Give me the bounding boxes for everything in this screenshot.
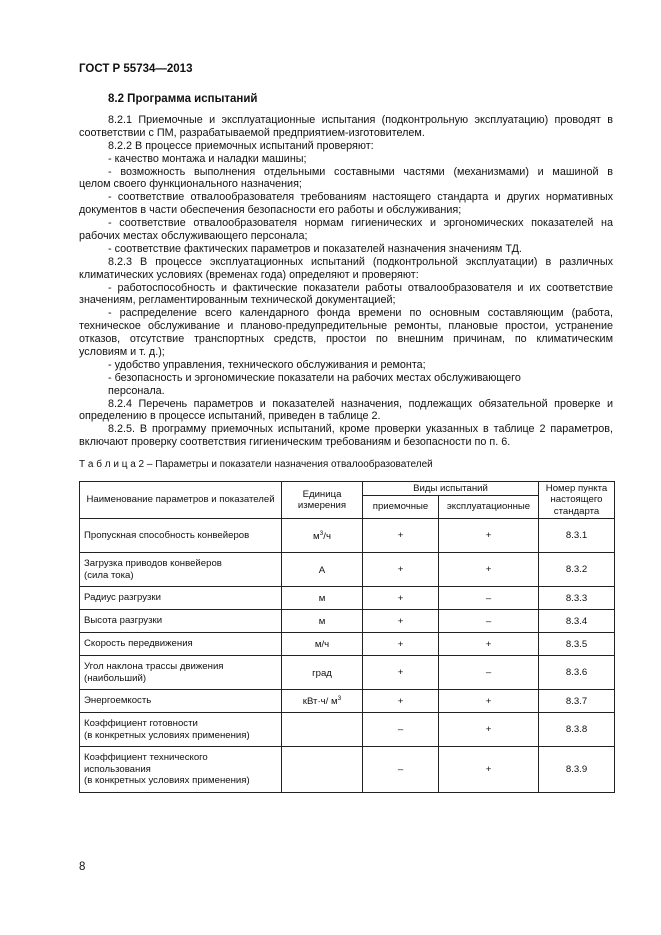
header-clause-number: Номер пункта настоящего стандарта (539, 482, 615, 519)
cell-operational-mark: – (439, 656, 539, 690)
cell-parameter-name: Пропускная способность конвейеров (80, 519, 282, 553)
cell-clause-number: 8.3.7 (539, 690, 615, 713)
body-text-line: - качество монтажа и наладки машины; (108, 152, 307, 165)
cell-operational-mark: + (439, 519, 539, 553)
cell-parameter-name: Коэффициент готовности (в конкретных условиях применения) (80, 713, 282, 747)
document-standard-header: ГОСТ Р 55734—2013 (79, 63, 193, 75)
header-acceptance: приемочные (363, 496, 439, 519)
cell-operational-mark: + (439, 713, 539, 747)
table-body (80, 519, 615, 793)
cell-acceptance-mark: + (363, 690, 439, 713)
cell-operational-mark: – (439, 610, 539, 633)
table-row (80, 633, 615, 656)
body-text-line: 8.2.3 В процессе эксплуатационных испытаний (подконтрольной эксплуатации) в различных (108, 255, 613, 268)
cell-unit (282, 610, 363, 633)
body-text-line: включают проверку соответствия гигиеническим требованиям и безопасности по п. 6. (79, 436, 511, 449)
cell-acceptance-mark: – (363, 747, 439, 793)
cell-unit (282, 656, 363, 690)
cell-operational-mark: + (439, 553, 539, 587)
body-text-line: - возможность выполнения отдельными составными частями (механизмами) и машиной в (108, 165, 613, 178)
cell-clause-number: 8.3.6 (539, 656, 615, 690)
cell-parameter-name: Высота разгрузки (80, 610, 282, 633)
parameters-table (79, 481, 615, 793)
cell-parameter-name: Угол наклона трассы движения (наибольший) (80, 656, 282, 690)
cell-acceptance-mark: + (363, 553, 439, 587)
body-text-line: отказов, отсутствие транспортных средств, простои по внешним причинам, по климатическим (79, 333, 613, 346)
cell-clause-number: 8.3.4 (539, 610, 615, 633)
cell-acceptance-mark: + (363, 656, 439, 690)
cell-acceptance-mark: + (363, 633, 439, 656)
unit-superscript: 3 (319, 529, 324, 537)
cell-acceptance-mark: + (363, 519, 439, 553)
unit-base: кВт·ч/ м (302, 696, 338, 707)
header-test-types: Виды испытаний (363, 482, 539, 496)
body-text-line: - работоспособность и фактические показатели работы отвалообразователя и их соответствие (108, 281, 613, 294)
cell-acceptance-mark: – (363, 713, 439, 747)
header-parameter-name: Наименование параметров и показателей (80, 482, 282, 519)
table-row (80, 519, 615, 553)
unit-base: м (318, 616, 326, 627)
body-text-line: 8.2.4 Перечень параметров и показателей назначения, подлежащих обязательной проверке и (108, 397, 613, 410)
header-unit: Единица измерения (282, 482, 363, 519)
body-text-line: - распределение всего календарного фонда времени по основным составляющим (работа, (108, 307, 613, 320)
unit-base: м (313, 530, 320, 542)
body-text-line: документов в части обеспечения безопасности его работы и обслуживания; (79, 204, 462, 217)
table-row (80, 610, 615, 633)
body-text-line: - соответствие отвалообразователя нормам гигиенических и эргономических показателей на (108, 217, 613, 230)
body-text-line: условиям и т. д.); (79, 346, 165, 359)
cell-clause-number: 8.3.1 (539, 519, 615, 553)
unit-base: град (312, 667, 332, 679)
cell-unit (282, 587, 363, 610)
cell-clause-number: 8.3.3 (539, 587, 615, 610)
cell-acceptance-mark: + (363, 587, 439, 610)
body-text-line: значениям, регламентированным технической документацией; (79, 294, 396, 307)
unit-base: А (318, 564, 326, 576)
cell-parameter-name: Энергоемкость (80, 690, 282, 713)
table-row (80, 713, 615, 747)
cell-parameter-name: Радиус разгрузки (80, 587, 282, 610)
body-text-line: целом своего функционального назначения; (79, 178, 302, 191)
body-text-line: 8.2.1 Приемочные и эксплуатационные испытания (подконтрольную эксплуатацию) проводят в (108, 114, 613, 126)
table-caption: Т а б л и ц а 2 – Параметры и показатели назначения отвалообразователей (79, 459, 433, 470)
cell-operational-mark: – (439, 587, 539, 610)
cell-parameter-name: Загрузка приводов конвейеров (сила тока) (80, 553, 282, 587)
page-number: 8 (79, 861, 86, 873)
unit-base: м/ч (314, 639, 330, 650)
cell-unit (282, 633, 363, 656)
cell-acceptance-mark: + (363, 610, 439, 633)
body-text-line: персонала. (108, 384, 165, 397)
cell-clause-number: 8.3.8 (539, 713, 615, 747)
body-text-line: 8.2.2 В процессе приемочных испытаний проверяют: (108, 139, 374, 152)
cell-operational-mark: + (439, 747, 539, 793)
section-body-text (79, 114, 613, 449)
body-text-line: - соответствие отвалообразователя требованиям настоящего стандарта и других нормативных (108, 191, 613, 204)
body-text-line: 8.2.5. В программу приемочных испытаний, кроме проверки указанных в таблице 2 параметров, (108, 423, 613, 436)
body-text-line: соответствии с ПМ, разрабатываемой предприятием-изготовителем. (79, 126, 425, 139)
body-text-line: определению в процессе испытаний, приведен в таблице 2. (79, 410, 381, 423)
cell-operational-mark: + (439, 633, 539, 656)
cell-unit (282, 553, 363, 587)
cell-unit (282, 713, 363, 747)
unit-base: м (318, 593, 326, 604)
cell-unit (282, 747, 363, 793)
section-title: 8.2 Программа испытаний (108, 93, 258, 105)
header-operational: эксплуатационные (439, 496, 539, 519)
table-row (80, 656, 615, 690)
unit-superscript: 3 (337, 695, 342, 702)
cell-unit (282, 519, 363, 553)
body-text-line: климатических условиях (временах года) определяют и проверяют: (79, 268, 419, 281)
cell-parameter-name: Коэффициент технического использования (в конкретных условиях применения) (80, 747, 282, 793)
table-row (80, 553, 615, 587)
cell-parameter-name: Скорость передвижения (80, 633, 282, 656)
unit-tail: /ч (323, 530, 331, 542)
cell-unit (282, 690, 363, 713)
cell-clause-number: 8.3.9 (539, 747, 615, 793)
table-row (80, 690, 615, 713)
cell-operational-mark: + (439, 690, 539, 713)
body-text-line: - соответствие фактических параметров и показателей назначения значениям ТД. (108, 242, 522, 255)
body-text-line: - удобство управления, технического обслуживания и ремонта; (108, 358, 426, 371)
body-text-line: рабочих местах обслуживающего персонала; (79, 230, 308, 243)
table-row (80, 747, 615, 793)
cell-clause-number: 8.3.5 (539, 633, 615, 656)
body-text-line: техническое обслуживание и планово-предупредительные ремонты, плановые простои, устранение (79, 320, 613, 333)
body-text-line: - безопасность и эргономические показатели на рабочих местах обслуживающего (108, 371, 521, 384)
cell-clause-number: 8.3.2 (539, 553, 615, 587)
table-row (80, 587, 615, 610)
